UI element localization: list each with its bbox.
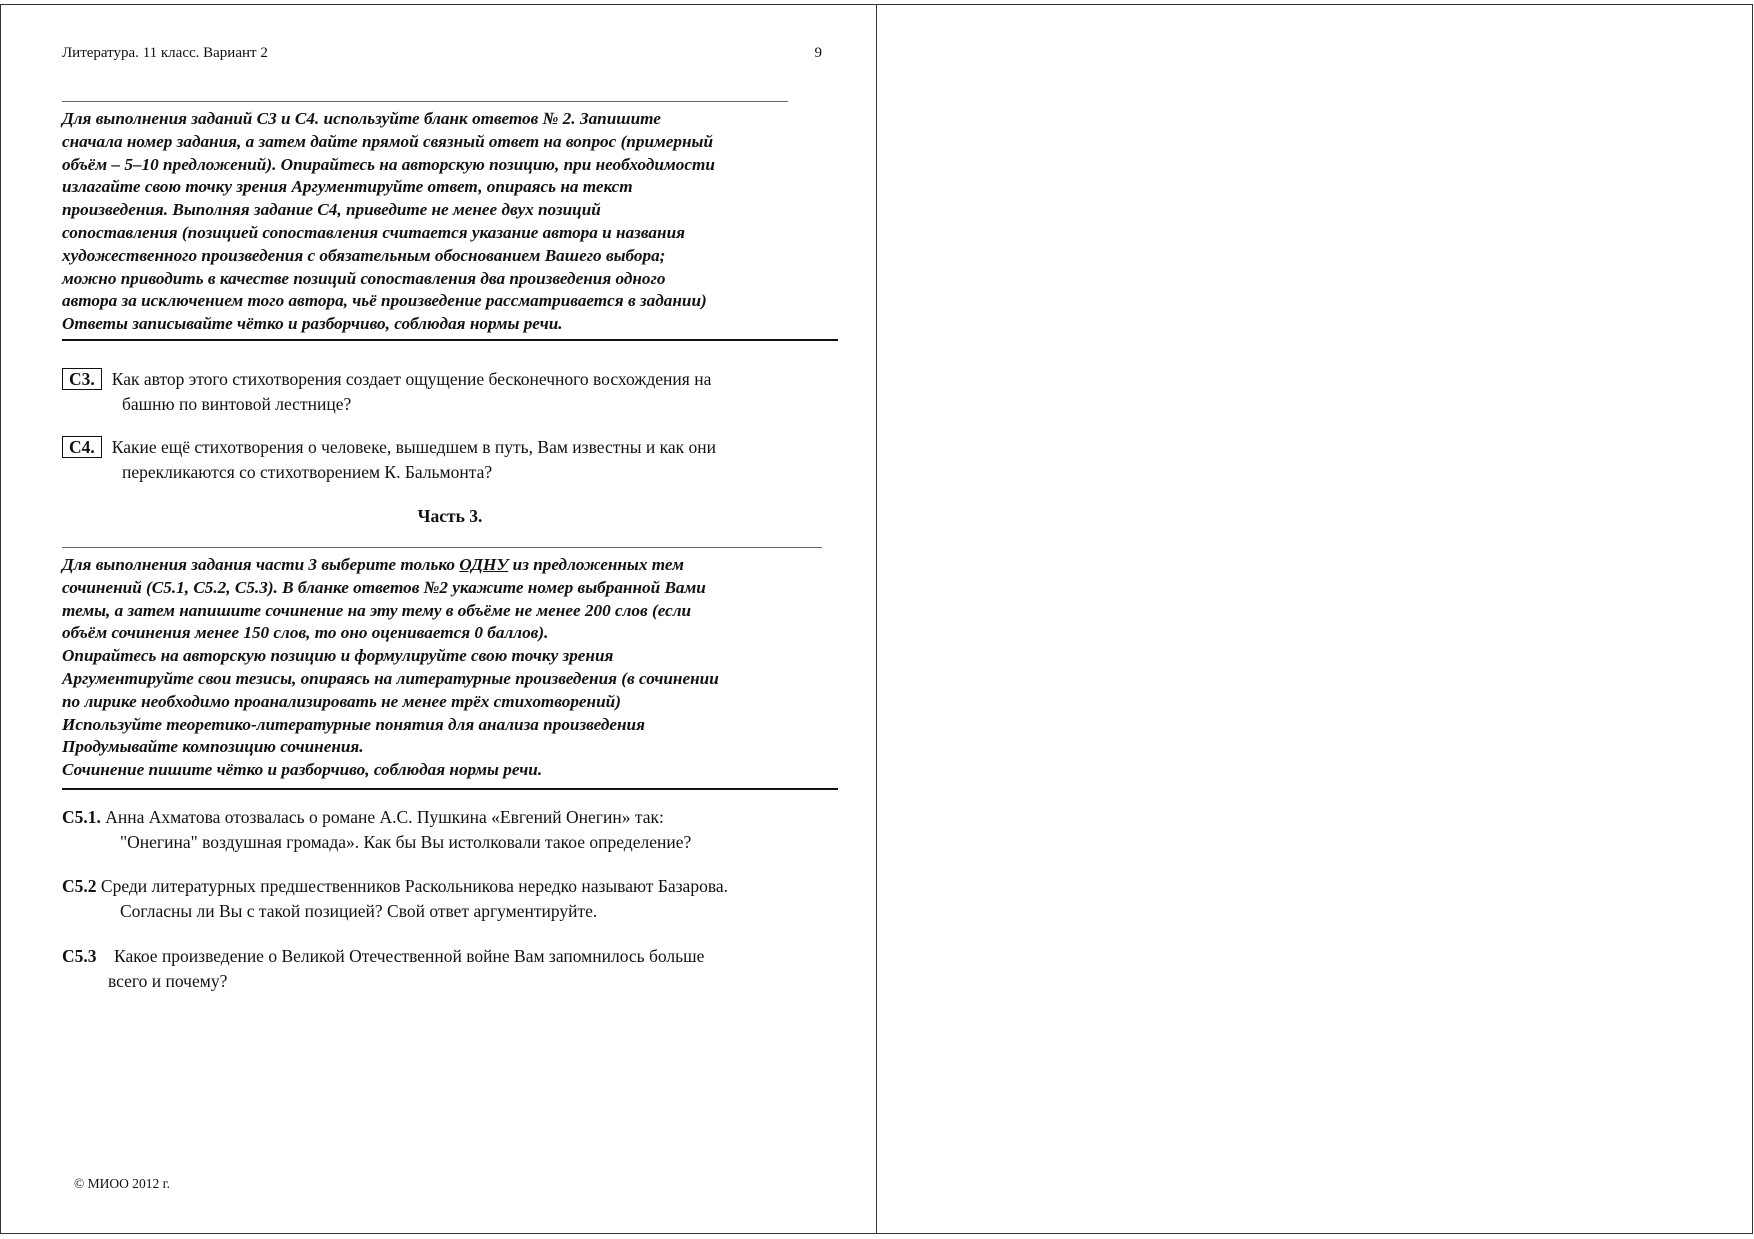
instruction-text: из предложенных тем — [508, 555, 684, 574]
instruction-line: излагайте свою точку зрения Аргументируйте ответ, опираясь на текст — [62, 177, 633, 197]
instruction-line: Ответы записывайте чётко и разборчиво, соблюдая нормы речи. — [62, 314, 563, 334]
part3-instruction-rule — [62, 788, 838, 790]
instructions-c3-c4 — [62, 108, 838, 336]
task-c3-text: Как автор этого стихотворения создает ощущение бесконечного восхождения на — [111, 369, 712, 389]
instruction-line: по лирике необходимо проанализировать не менее трёх стихотворений) — [62, 691, 621, 711]
task-c3 — [62, 367, 838, 417]
instruction-line: сначала номер задания, а затем дайте прямой связный ответ на вопрос (примерный — [62, 131, 714, 151]
essay-c53-text: Какое произведение о Великой Отечественной войне Вам запомнилось больше — [114, 946, 705, 966]
instruction-line: объём сочинения менее 150 слов, то оно оценивается 0 баллов). — [62, 623, 549, 643]
instruction-line: сочинений (С5.1, С5.2, С5.3). В бланке ответов №2 укажите номер выбранной Вами — [62, 577, 706, 597]
instruction-line: Аргументируйте свои тезисы, опираясь на литературные произведения (в сочинении — [62, 668, 719, 688]
task-label-c4: С4. — [62, 436, 102, 458]
instruction-line: Опирайтесь на авторскую позицию и формулируйте свою точку зрения — [62, 646, 614, 666]
page-number: 9 — [814, 45, 822, 61]
instruction-line: Сочинение пишите чётко и разборчиво, соблюдая нормы речи. — [62, 760, 543, 780]
task-label-c3: С3. — [62, 368, 102, 390]
instruction-rule — [62, 339, 838, 341]
essay-topic-c53 — [62, 944, 838, 994]
essay-topic-c51 — [62, 805, 838, 855]
essay-c53-text-cont: всего и почему? — [108, 971, 228, 991]
instruction-line: сопоставления (позицией сопоставления считается указание автора и названия — [62, 222, 685, 242]
header-title: Литература. 11 класс. Вариант 2 — [62, 45, 268, 61]
task-c3-text-cont: башню по винтовой лестнице? — [122, 394, 352, 414]
instruction-line: Для выполнения заданий С3 и С4. используйте бланк ответов № 2. Запишите — [62, 109, 661, 128]
essay-topic-c52 — [62, 874, 838, 924]
copyright-footer: © МИОО 2012 г. — [74, 1176, 171, 1191]
instruction-line: темы, а затем напишите сочинение на эту тему в объёме не менее 200 слов (если — [62, 600, 692, 620]
instruction-line: Используйте теоретико-литературные понятия для анализа произведения — [62, 714, 645, 734]
essay-c52-text: Среди литературных предшественников Раскольникова нередко называют Базарова. — [100, 876, 728, 896]
task-c4 — [62, 435, 838, 485]
instruction-line: объём – 5–10 предложений). Опирайтесь на авторскую позицию, при необходимости — [62, 154, 715, 174]
essay-label-c51: С5.1. — [62, 807, 101, 827]
instruction-line: художественного произведения с обязательным обоснованием Вашего выбора; — [62, 245, 666, 265]
emphasis-one: ОДНУ — [459, 555, 509, 574]
essay-c51-text-cont: "Онегина" воздушная громада». Как бы Вы истолковали такое определение? — [120, 832, 692, 852]
instruction-line — [62, 554, 838, 577]
instruction-line: автора за исключением того автора, чьё произведение рассматривается в задании) — [62, 291, 707, 311]
task-c4-text: Какие ещё стихотворения о человеке, вышедшем в путь, Вам известны и как они — [111, 437, 716, 457]
essay-label-c53: С5.3 — [62, 946, 97, 966]
instruction-text: Для выполнения задания части 3 выберите только — [62, 555, 460, 574]
running-header — [62, 45, 822, 62]
essay-label-c52: С5.2 — [62, 876, 97, 896]
instruction-line: можно приводить в качестве позиций сопоставления два произведения одного — [62, 268, 666, 288]
essay-c51-text: Анна Ахматова отозвалась о романе А.С. Пушкина «Евгений Онегин» так: — [105, 807, 664, 827]
instruction-line: Продумывайте композицию сочинения. — [62, 737, 364, 757]
part3-title: Часть 3. — [417, 506, 483, 526]
instructions-part3 — [62, 554, 838, 782]
part3-rule — [62, 547, 822, 548]
essay-c52-text-cont: Согласны ли Вы с такой позицией? Свой ответ аргументируйте. — [120, 901, 598, 921]
instruction-line: произведения. Выполняя задание С4, приведите не менее двух позиций — [62, 200, 601, 220]
header-rule — [62, 101, 788, 102]
page-divider — [876, 4, 877, 1234]
task-c4-text-cont: перекликаются со стихотворением К. Бальмонта? — [122, 462, 493, 482]
